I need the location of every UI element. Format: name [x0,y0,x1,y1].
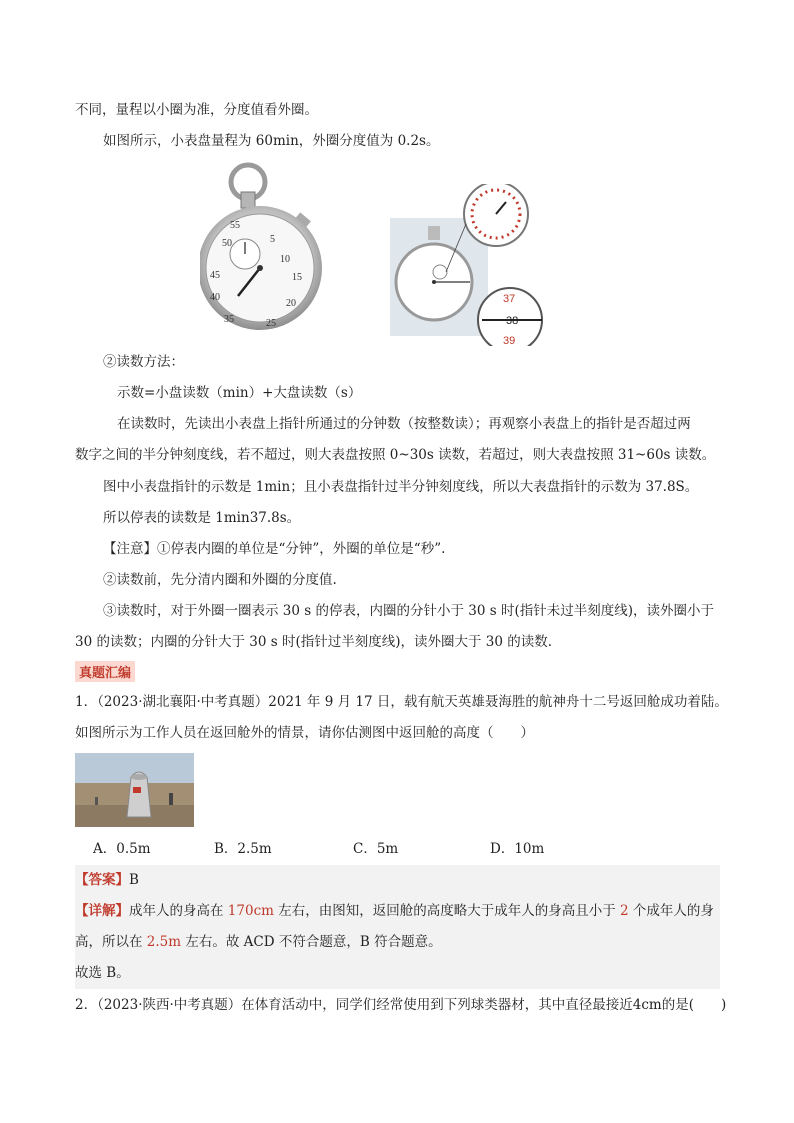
detail-text: 左右。故 ACD 不符合题意，B 符合题意。 [181,934,442,950]
detail-text: 高，所以在 [75,934,147,950]
answer-box [75,865,720,989]
dial-number: 45 [210,270,220,281]
question-2-line-1: 2．（2023·陕西·中考真题）在体育活动中，同学们经常使用到下列球类器材，其中直径最接近4cm的是( ) [75,997,727,1013]
dial-number: 25 [266,318,276,329]
method-formula: 示数=小盘读数（min）+大盘读数（s） [117,385,362,401]
method-paragraph-3: 所以停表的读数是 1min37.8s。 [103,510,301,526]
note-2: ②读数前，先分清内圈和外圈的分度值. [103,572,337,588]
dial-number: 15 [292,272,302,283]
section-tag: 真题汇编 [75,661,135,682]
note-3a: ③读数时，对于外圈一圈表示 30 s 的停表，内圈的分针小于 30 s 时(指针未过半刻度线)，读外圈小于 [103,603,714,619]
magnifier-number: 37 [503,293,516,305]
stopwatch-left-image [200,160,330,338]
detail-label: 【详解】 [75,903,129,919]
question-1-line-1: 1．（2023·湖北襄阳·中考真题）2021 年 9 月 17 日，载有航天英雄聂海胜的航神舟十二号返回舱成功着陆。 [75,694,728,710]
answer-value: B [129,872,139,888]
stopwatch-right-image [390,184,548,346]
conclusion: 故选 B。 [75,965,130,981]
intro-line-1: 不同，量程以小圈为准，分度值看外圈。 [75,102,318,118]
question-1-line-2: 如图所示为工作人员在返回舱外的情景，请你估测图中返回舱的高度（ ） [75,725,534,741]
detail-text: 成年人的身高在 [129,903,228,919]
dial-number: 35 [224,314,234,325]
intro-line-2: 如图所示，小表盘量程为 60min，外圈分度值为 0.2s。 [103,133,440,149]
detail-line-1 [75,901,714,921]
detail-line-2 [75,932,442,952]
dial-number: 55 [230,220,240,231]
detail-highlight: 2 [620,903,629,919]
option-b: B．2.5m [214,841,272,857]
option-c: C．5m [353,841,399,857]
option-a: A．0.5m [93,841,151,857]
dial-number: 5 [270,234,275,245]
method-paragraph-2: 图中小表盘指针的示数是 1min；且小表盘指针过半分钟刻度线，所以大表盘指针的示数为 37.8S。 [103,479,699,495]
detail-text: 左右，由图知，返回舱的高度略大于成年人的身高且小于 [273,903,621,919]
return-capsule-photo [75,753,194,827]
note-1: 【注意】①停表内圈的单位是“分钟”，外圈的单位是“秒”. [103,541,446,557]
dial-number: 20 [286,298,296,309]
detail-text: 个成年人的身 [628,903,714,919]
magnifier-number: 38 [506,315,519,327]
note-3b: 30 的读数；内圈的分针大于 30 s 时(指针过半刻度线)，读外圈大于 30 的读数. [75,634,553,650]
dial-number: 50 [222,238,232,249]
answer-line [75,870,139,890]
magnifier-number: 39 [503,335,516,346]
detail-highlight: 170cm [227,903,274,919]
option-d: D．10m [490,841,545,857]
dial-number: 40 [210,292,220,303]
detail-highlight: 2.5m [146,934,182,950]
method-paragraph-1a: 在读数时，先读出小表盘上指针所通过的分钟数（按整数读）；再观察小表盘上的指针是否超过两 [117,416,691,432]
method-heading: ②读数方法： [103,354,184,370]
answer-label: 【答案】 [75,872,129,888]
dial-number: 10 [280,254,290,265]
method-paragraph-1b: 数字之间的半分钟刻度线，若不超过，则大表盘按照 0~30s 读数，若超过，则大表盘按照 31~60s 读数。 [75,447,716,463]
